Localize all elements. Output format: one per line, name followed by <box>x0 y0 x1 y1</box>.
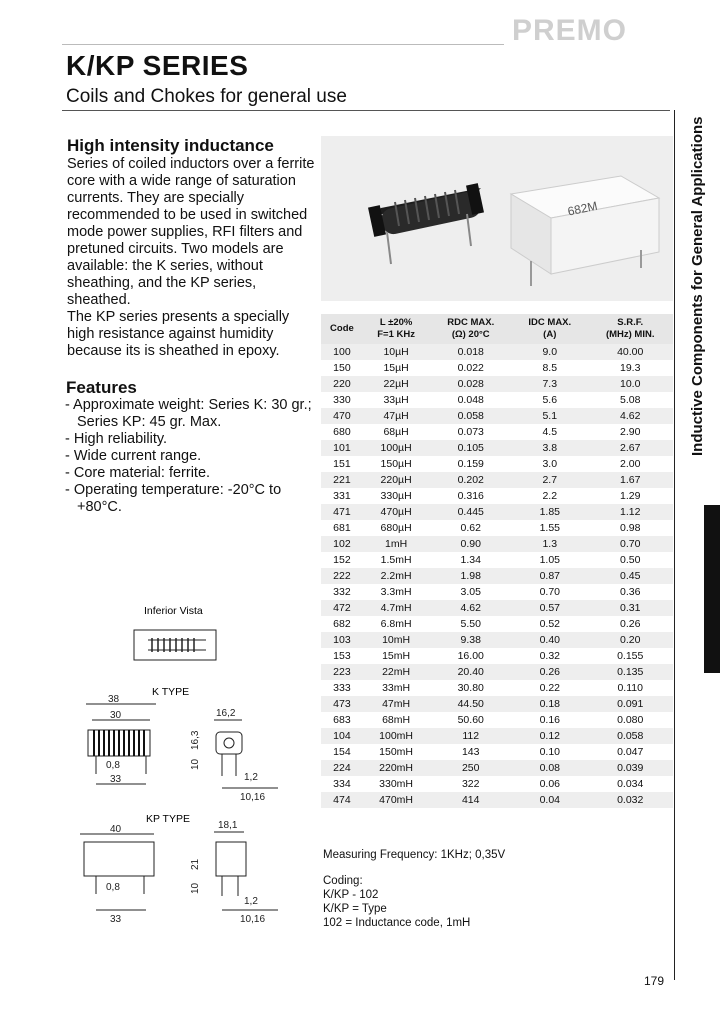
cell-code: 331 <box>321 488 363 504</box>
table-row <box>321 376 673 392</box>
cell-rdc: 322 <box>429 776 512 792</box>
cell-code: 153 <box>321 648 363 664</box>
cell-inductance: 1mH <box>363 536 430 552</box>
cell-rdc: 112 <box>429 728 512 744</box>
cell-srf: 0.26 <box>587 616 673 632</box>
cell-inductance: 1.5mH <box>363 552 430 568</box>
cell-code: 223 <box>321 664 363 680</box>
intro-heading: High intensity inductance <box>67 136 274 155</box>
table-row <box>321 712 673 728</box>
cell-code: 150 <box>321 360 363 376</box>
cell-idc: 0.57 <box>512 600 587 616</box>
cell-rdc: 0.202 <box>429 472 512 488</box>
table-row <box>321 520 673 536</box>
cell-rdc: 414 <box>429 792 512 808</box>
cell-inductance: 150mH <box>363 744 430 760</box>
inferior-view-label: Inferior Vista <box>144 605 203 617</box>
cell-rdc: 30.80 <box>429 680 512 696</box>
cell-idc: 8.5 <box>512 360 587 376</box>
cell-inductance: 47mH <box>363 696 430 712</box>
cell-inductance: 100mH <box>363 728 430 744</box>
cell-inductance: 22µH <box>363 376 430 392</box>
cell-inductance: 15mH <box>363 648 430 664</box>
feature-item: - Operating temperature: -20°C to +80°C. <box>65 482 282 515</box>
cell-rdc: 0.058 <box>429 408 512 424</box>
cell-srf: 0.135 <box>587 664 673 680</box>
col-header-idc: IDC MAX. (A) <box>512 314 587 344</box>
coding-code: 102 = Inductance code, 1mH <box>323 917 471 929</box>
intro-paragraph-2: The KP series presents a specially high resistance against humidity because its is sheathed in epoxy. <box>67 309 290 359</box>
svg-text:1,2: 1,2 <box>244 772 258 783</box>
coding-example: K/KP - 102 <box>323 889 379 901</box>
table-row <box>321 760 673 776</box>
cell-idc: 0.52 <box>512 616 587 632</box>
cell-idc: 0.87 <box>512 568 587 584</box>
cell-rdc: 0.62 <box>429 520 512 536</box>
cell-inductance: 470mH <box>363 792 430 808</box>
subtitle-rule <box>62 110 670 111</box>
table-row <box>321 632 673 648</box>
svg-text:40: 40 <box>110 824 122 835</box>
cell-code: 103 <box>321 632 363 648</box>
cell-srf: 0.36 <box>587 584 673 600</box>
cell-idc: 1.85 <box>512 504 587 520</box>
table-row <box>321 472 673 488</box>
cell-code: 470 <box>321 408 363 424</box>
k-coil-image <box>368 183 484 264</box>
k-type-side-drawing <box>86 694 156 785</box>
cell-idc: 5.6 <box>512 392 587 408</box>
side-rule <box>674 110 675 980</box>
spec-table-body <box>321 344 673 808</box>
cell-idc: 0.18 <box>512 696 587 712</box>
technical-drawings <box>56 598 316 928</box>
cell-code: 154 <box>321 744 363 760</box>
brand-logo: PREMO <box>512 14 628 47</box>
feature-item: - Wide current range. <box>65 448 202 464</box>
cell-srf: 2.00 <box>587 456 673 472</box>
cell-idc: 4.5 <box>512 424 587 440</box>
svg-text:10: 10 <box>190 882 201 894</box>
table-row <box>321 424 673 440</box>
cell-srf: 0.032 <box>587 792 673 808</box>
cell-code: 473 <box>321 696 363 712</box>
page-number: 179 <box>644 974 665 988</box>
cell-inductance: 47µH <box>363 408 430 424</box>
cell-code: 222 <box>321 568 363 584</box>
cell-idc: 5.1 <box>512 408 587 424</box>
cell-rdc: 1.98 <box>429 568 512 584</box>
cell-rdc: 5.50 <box>429 616 512 632</box>
section-tab <box>704 505 720 673</box>
cell-code: 221 <box>321 472 363 488</box>
table-row <box>321 584 673 600</box>
cell-idc: 3.8 <box>512 440 587 456</box>
cell-rdc: 0.073 <box>429 424 512 440</box>
cell-rdc: 0.90 <box>429 536 512 552</box>
header-rule <box>62 44 504 45</box>
cell-code: 102 <box>321 536 363 552</box>
cell-inductance: 150µH <box>363 456 430 472</box>
cell-rdc: 16.00 <box>429 648 512 664</box>
table-row <box>321 360 673 376</box>
col-header-srf: S.R.F. (MHz) MIN. <box>587 314 673 344</box>
table-row <box>321 696 673 712</box>
cell-srf: 0.080 <box>587 712 673 728</box>
cell-srf: 4.62 <box>587 408 673 424</box>
intro-paragraph-1: Series of coiled inductors over a ferrite core with a wide range of saturation currents. They are specially recommended to be used in switched mode power supplies, RFI filters and pretuned circuits. Two models are available: the K series, without sheathing, and the KP series, sheathed. <box>67 156 315 308</box>
svg-text:18,1: 18,1 <box>218 820 238 831</box>
cell-idc: 0.06 <box>512 776 587 792</box>
svg-text:16,3: 16,3 <box>190 730 201 750</box>
svg-text:38: 38 <box>108 694 120 705</box>
product-photo-illustration <box>321 136 673 301</box>
kp-type-side-drawing <box>80 824 154 925</box>
cell-rdc: 20.40 <box>429 664 512 680</box>
cell-idc: 3.0 <box>512 456 587 472</box>
cell-rdc: 0.159 <box>429 456 512 472</box>
cell-inductance: 15µH <box>363 360 430 376</box>
cell-idc: 0.12 <box>512 728 587 744</box>
cell-inductance: 10µH <box>363 344 430 360</box>
cell-srf: 0.20 <box>587 632 673 648</box>
cell-rdc: 9.38 <box>429 632 512 648</box>
cell-inductance: 100µH <box>363 440 430 456</box>
page-subtitle: Coils and Chokes for general use <box>66 86 347 107</box>
cell-idc: 0.26 <box>512 664 587 680</box>
cell-idc: 0.10 <box>512 744 587 760</box>
cell-inductance: 33µH <box>363 392 430 408</box>
cell-srf: 1.12 <box>587 504 673 520</box>
cell-idc: 0.40 <box>512 632 587 648</box>
cell-code: 683 <box>321 712 363 728</box>
cell-rdc: 0.018 <box>429 344 512 360</box>
table-row <box>321 488 673 504</box>
table-header-row <box>321 314 673 344</box>
cell-srf: 0.31 <box>587 600 673 616</box>
cell-code: 332 <box>321 584 363 600</box>
cell-rdc: 0.028 <box>429 376 512 392</box>
col-header-code: Code <box>321 314 363 344</box>
cell-rdc: 44.50 <box>429 696 512 712</box>
cell-rdc: 50.60 <box>429 712 512 728</box>
cell-srf: 0.034 <box>587 776 673 792</box>
cell-code: 471 <box>321 504 363 520</box>
cell-idc: 1.05 <box>512 552 587 568</box>
svg-text:1,2: 1,2 <box>244 896 258 907</box>
cell-code: 334 <box>321 776 363 792</box>
svg-text:30: 30 <box>110 710 122 721</box>
cell-code: 101 <box>321 440 363 456</box>
cell-inductance: 4.7mH <box>363 600 430 616</box>
table-row <box>321 392 673 408</box>
cell-idc: 0.16 <box>512 712 587 728</box>
table-row <box>321 680 673 696</box>
cell-code: 680 <box>321 424 363 440</box>
feature-item: - High reliability. <box>65 431 168 447</box>
cell-srf: 0.039 <box>587 760 673 776</box>
inferior-view-drawing <box>134 630 216 660</box>
svg-text:10: 10 <box>190 758 201 770</box>
cell-idc: 0.08 <box>512 760 587 776</box>
col-header-inductance: L ±20% F=1 KHz <box>363 314 430 344</box>
cell-srf: 0.047 <box>587 744 673 760</box>
cell-code: 682 <box>321 616 363 632</box>
table-row <box>321 616 673 632</box>
cell-inductance: 330µH <box>363 488 430 504</box>
cell-rdc: 4.62 <box>429 600 512 616</box>
cell-srf: 10.0 <box>587 376 673 392</box>
cell-srf: 19.3 <box>587 360 673 376</box>
table-row <box>321 408 673 424</box>
table-row <box>321 648 673 664</box>
cell-inductance: 470µH <box>363 504 430 520</box>
table-row <box>321 568 673 584</box>
measuring-note: Measuring Frequency: 1KHz; 0,35V <box>323 849 506 861</box>
cell-srf: 2.90 <box>587 424 673 440</box>
cell-srf: 0.058 <box>587 728 673 744</box>
cell-rdc: 0.105 <box>429 440 512 456</box>
cell-idc: 0.22 <box>512 680 587 696</box>
svg-text:10,16: 10,16 <box>240 914 266 925</box>
cell-inductance: 220mH <box>363 760 430 776</box>
cell-idc: 1.55 <box>512 520 587 536</box>
product-photo <box>321 136 673 301</box>
cell-rdc: 143 <box>429 744 512 760</box>
cell-code: 681 <box>321 520 363 536</box>
spec-table <box>321 314 673 808</box>
table-row <box>321 792 673 808</box>
cell-idc: 0.70 <box>512 584 587 600</box>
table-row <box>321 440 673 456</box>
cell-code: 224 <box>321 760 363 776</box>
cell-code: 104 <box>321 728 363 744</box>
cell-srf: 1.29 <box>587 488 673 504</box>
svg-text:21: 21 <box>190 858 201 870</box>
cell-rdc: 1.34 <box>429 552 512 568</box>
table-row <box>321 536 673 552</box>
cell-idc: 1.3 <box>512 536 587 552</box>
product-marking: 682M <box>566 198 599 219</box>
cell-rdc: 0.022 <box>429 360 512 376</box>
cell-inductance: 22mH <box>363 664 430 680</box>
table-row <box>321 744 673 760</box>
cell-idc: 9.0 <box>512 344 587 360</box>
cell-code: 152 <box>321 552 363 568</box>
k-type-front-drawing <box>190 708 278 803</box>
side-section-title: Inductive Components for General Applications <box>689 116 706 456</box>
cell-srf: 0.091 <box>587 696 673 712</box>
table-row <box>321 776 673 792</box>
feature-item: - Approximate weight: Series K: 30 gr.; Series KP: 45 gr. Max. <box>65 397 312 430</box>
cell-inductance: 2.2mH <box>363 568 430 584</box>
cell-inductance: 68mH <box>363 712 430 728</box>
table-row <box>321 552 673 568</box>
svg-text:16,2: 16,2 <box>216 708 236 719</box>
cell-rdc: 0.445 <box>429 504 512 520</box>
cell-code: 220 <box>321 376 363 392</box>
cell-srf: 0.70 <box>587 536 673 552</box>
cell-idc: 2.7 <box>512 472 587 488</box>
cell-srf: 1.67 <box>587 472 673 488</box>
cell-rdc: 250 <box>429 760 512 776</box>
coding-title: Coding: <box>323 875 363 887</box>
cell-inductance: 330mH <box>363 776 430 792</box>
table-row <box>321 664 673 680</box>
cell-srf: 40.00 <box>587 344 673 360</box>
kp-type-front-drawing <box>190 820 278 925</box>
coding-type: K/KP = Type <box>323 903 387 915</box>
table-row <box>321 600 673 616</box>
cell-code: 151 <box>321 456 363 472</box>
kp-block-image <box>511 176 659 286</box>
feature-item: - Core material: ferrite. <box>65 465 211 481</box>
cell-code: 474 <box>321 792 363 808</box>
kp-type-label: KP TYPE <box>146 813 190 825</box>
features-list <box>65 397 321 516</box>
cell-inductance: 220µH <box>363 472 430 488</box>
cell-code: 472 <box>321 600 363 616</box>
cell-idc: 0.04 <box>512 792 587 808</box>
cell-idc: 7.3 <box>512 376 587 392</box>
features-heading: Features <box>66 378 137 397</box>
table-row <box>321 456 673 472</box>
cell-idc: 2.2 <box>512 488 587 504</box>
cell-inductance: 68µH <box>363 424 430 440</box>
svg-text:0,8: 0,8 <box>106 882 120 893</box>
cell-rdc: 0.316 <box>429 488 512 504</box>
cell-code: 330 <box>321 392 363 408</box>
cell-srf: 0.45 <box>587 568 673 584</box>
svg-text:33: 33 <box>110 914 122 925</box>
cell-code: 333 <box>321 680 363 696</box>
k-type-label: K TYPE <box>152 686 190 698</box>
svg-text:33: 33 <box>110 774 122 785</box>
table-row <box>321 504 673 520</box>
cell-idc: 0.32 <box>512 648 587 664</box>
cell-inductance: 10mH <box>363 632 430 648</box>
page-title: K/KP SERIES <box>66 50 249 81</box>
cell-srf: 2.67 <box>587 440 673 456</box>
table-row <box>321 344 673 360</box>
cell-code: 100 <box>321 344 363 360</box>
cell-srf: 0.155 <box>587 648 673 664</box>
svg-text:10,16: 10,16 <box>240 792 266 803</box>
cell-srf: 0.98 <box>587 520 673 536</box>
cell-rdc: 3.05 <box>429 584 512 600</box>
col-header-rdc: RDC MAX. (Ω) 20°C <box>429 314 512 344</box>
cell-srf: 0.50 <box>587 552 673 568</box>
cell-inductance: 680µH <box>363 520 430 536</box>
cell-srf: 0.110 <box>587 680 673 696</box>
table-row <box>321 728 673 744</box>
cell-srf: 5.08 <box>587 392 673 408</box>
cell-inductance: 33mH <box>363 680 430 696</box>
cell-inductance: 6.8mH <box>363 616 430 632</box>
cell-rdc: 0.048 <box>429 392 512 408</box>
cell-inductance: 3.3mH <box>363 584 430 600</box>
svg-text:0,8: 0,8 <box>106 760 120 771</box>
